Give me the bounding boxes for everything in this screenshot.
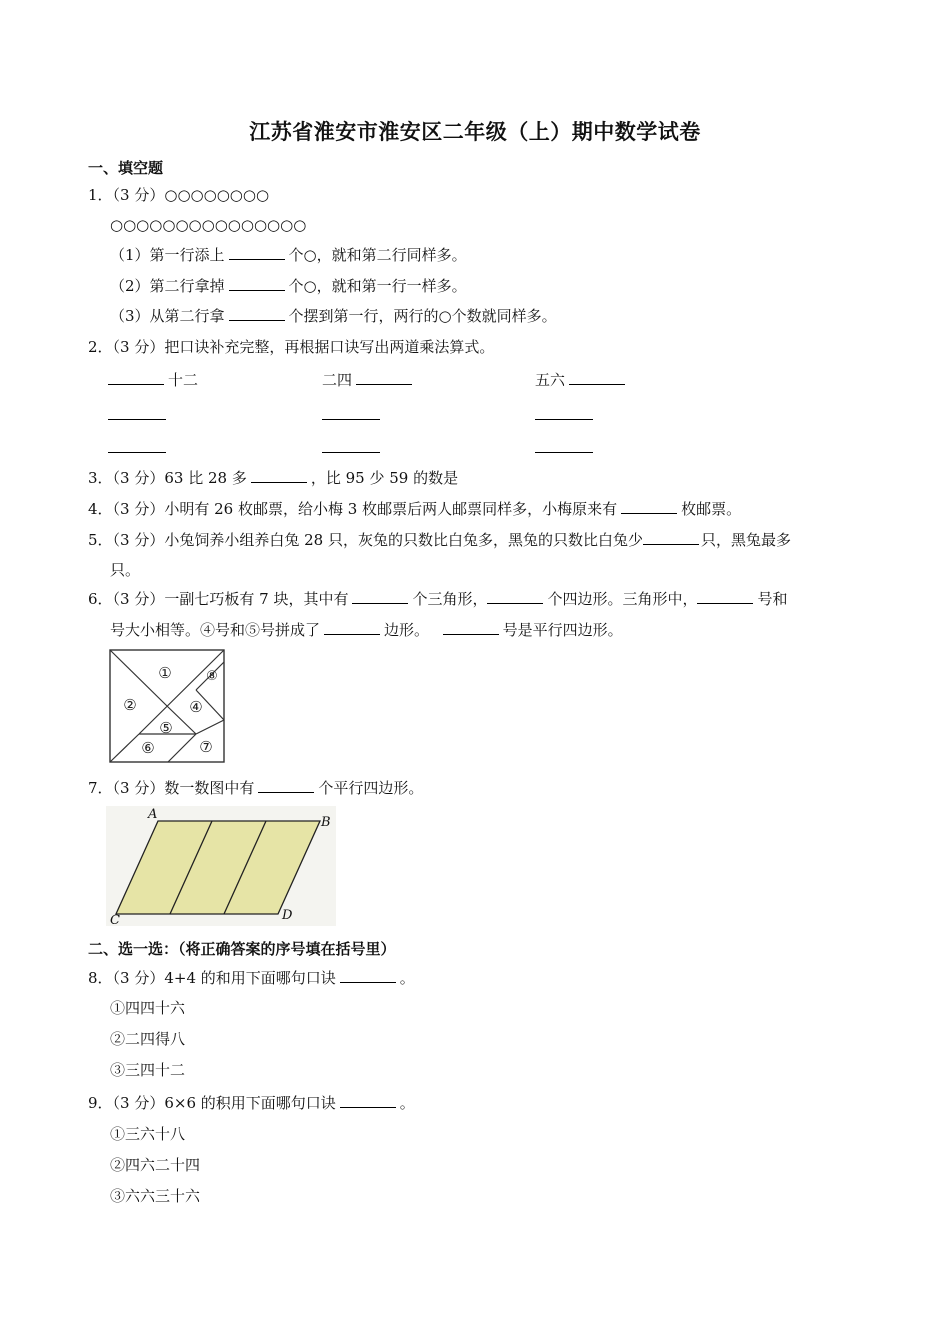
q2-number: 2．: [88, 338, 113, 356]
q7-number: 7．: [88, 779, 113, 797]
q4-text-a: （3 分）小明有 26 枚邮票，给小梅 3 枚邮票后两人邮票同样多，小梅原来有: [112, 500, 618, 518]
question-6: [88, 589, 788, 609]
q9-blank[interactable]: [340, 1093, 396, 1108]
tangram-label-8: ⑧: [206, 669, 218, 684]
q2-eq-blank[interactable]: [322, 438, 380, 453]
q3-text-a: （3 分）63 比 28 多: [112, 469, 247, 487]
q6-text-g: 号是平行四边形。: [502, 621, 623, 639]
vertex-label-b: B: [321, 815, 331, 830]
q3-text-b: ，比 95 少 59 的数是: [310, 469, 459, 487]
q1-part1-text-b: 个○，就和第二行同样多。: [288, 246, 467, 264]
q9-option-3[interactable]: ③六六三十六: [110, 1187, 201, 1205]
q4-number: 4．: [88, 500, 113, 518]
q2-eq-row-2b: [322, 438, 380, 458]
q6-text-c: 个四边形。三角形中，: [547, 590, 698, 608]
question-1: [88, 185, 269, 205]
q2-eq-blank[interactable]: [535, 405, 593, 420]
q6-text-f: 边形。: [384, 621, 430, 639]
q6-blank-equal[interactable]: [697, 589, 753, 604]
question-4: [88, 499, 741, 519]
section-1-heading: 一、填空题: [88, 159, 164, 177]
q2-eq-blank[interactable]: [108, 405, 166, 420]
q5-text-b: 只，黑兔最多: [701, 531, 792, 549]
q1-part2-text-b: 个○，就和第一行一样多。: [288, 277, 467, 295]
q2-text: （3 分）把口诀补充完整，再根据口诀写出两道乘法算式。: [112, 338, 495, 356]
tangram-label-5: ⑤: [159, 719, 173, 737]
q8-option-1[interactable]: ①四四十六: [110, 999, 186, 1017]
question-3: [88, 468, 458, 488]
q1-part2: [110, 276, 467, 296]
q8-text-b: 。: [399, 969, 415, 987]
q2-eq-row-2: [108, 438, 166, 458]
q3-number: 3．: [88, 469, 113, 487]
q1-part1-blank[interactable]: [229, 245, 285, 260]
tangram-label-6: ⑥: [141, 739, 155, 757]
q5-number: 5．: [88, 531, 113, 549]
q9-text-a: （3 分）6×6 的积用下面哪句口诀: [112, 1094, 336, 1112]
q1-number: 1．: [88, 186, 113, 204]
q2-chant-1-blank[interactable]: [108, 370, 164, 385]
q5-blank[interactable]: [643, 530, 699, 545]
q6-text-d: 号和: [757, 590, 788, 608]
q8-option-3[interactable]: ③三四十二: [110, 1061, 186, 1079]
q8-option-2[interactable]: ②二四得八: [110, 1030, 186, 1048]
q7-blank[interactable]: [258, 778, 314, 793]
q9-number: 9．: [88, 1094, 113, 1112]
section-2-heading: 二、选一选：（将正确答案的序号填在括号里）: [88, 940, 396, 958]
q1-part3-blank[interactable]: [229, 306, 285, 321]
q2-eq-row-2c: [535, 438, 593, 458]
q6-blank-quads[interactable]: [487, 589, 543, 604]
q2-chant-1-text: 十二: [168, 371, 199, 389]
q2-chant-1: [108, 370, 198, 390]
q2-eq-blank[interactable]: [322, 405, 380, 420]
q2-chant-2-blank[interactable]: [356, 370, 412, 385]
q1-row2-circles: ○○○○○○○○○○○○○○○: [110, 216, 307, 234]
tangram-label-7: ⑦: [199, 738, 213, 756]
q2-chant-2-text: 二四: [322, 371, 353, 389]
q2-eq-row-1c: [535, 405, 593, 425]
q1-part3: [110, 306, 557, 326]
q6-text-b: 个三角形，: [412, 590, 488, 608]
q2-eq-blank[interactable]: [535, 438, 593, 453]
vertex-label-c: C: [110, 913, 120, 926]
q5-text-a: （3 分）小兔饲养小组养白兔 28 只，灰兔的只数比白兔多，黑兔的只数比白兔少: [112, 531, 643, 549]
q2-eq-blank[interactable]: [108, 438, 166, 453]
q8-blank[interactable]: [340, 968, 396, 983]
question-8: [88, 968, 415, 988]
q2-eq-row-1b: [322, 405, 380, 425]
q1-row1-circles: ○○○○○○○○: [164, 186, 270, 204]
q2-chant-2: [322, 370, 416, 390]
q1-part3-text-a: （3）从第二行拿: [110, 307, 225, 325]
q5-text-c: 只。: [110, 561, 141, 579]
q4-blank[interactable]: [621, 499, 677, 514]
tangram-label-1: ①: [158, 664, 172, 682]
q1-part1-text-a: （1）第一行添上: [110, 246, 225, 264]
question-9: [88, 1093, 415, 1113]
q2-chant-3: [535, 370, 629, 390]
tangram-label-4: ④: [189, 698, 203, 716]
q1-part2-text-a: （2）第二行拿掉: [110, 277, 225, 295]
q7-text-a: （3 分）数一数图中有: [112, 779, 255, 797]
q6-text-e: 号大小相等。④号和⑤号拼成了: [110, 621, 321, 639]
q6-blank-parallelogram[interactable]: [443, 620, 499, 635]
q4-text-b: 枚邮票。: [681, 500, 742, 518]
q6-blank-polygon[interactable]: [324, 620, 380, 635]
vertex-label-a: A: [148, 807, 158, 822]
q2-eq-row-1: [108, 405, 166, 425]
question-7: [88, 778, 423, 798]
q1-part2-blank[interactable]: [229, 276, 285, 291]
q9-option-1[interactable]: ①三六十八: [110, 1125, 186, 1143]
q9-text-b: 。: [399, 1094, 415, 1112]
q1-part1: [110, 245, 467, 265]
q1-score: （3 分）: [112, 186, 165, 204]
q6-line-2: [110, 620, 623, 640]
tangram-figure: [108, 648, 226, 764]
q6-number: 6．: [88, 590, 113, 608]
question-5: [88, 530, 791, 550]
q8-number: 8．: [88, 969, 113, 987]
vertex-label-d: D: [282, 908, 293, 923]
q6-blank-triangles[interactable]: [352, 589, 408, 604]
q1-part3-text-b: 个摆到第一行，两行的○个数就同样多。: [288, 307, 557, 325]
q3-blank[interactable]: [251, 468, 307, 483]
question-2: [88, 337, 494, 357]
q2-chant-3-text: 五六: [535, 371, 566, 389]
q2-chant-3-blank[interactable]: [569, 370, 625, 385]
q9-option-2[interactable]: ②四六二十四: [110, 1156, 201, 1174]
page-title: 江苏省淮安市淮安区二年级（上）期中数学试卷: [249, 119, 701, 144]
parallelogram-figure: [106, 806, 336, 926]
q6-text-a: （3 分）一副七巧板有 7 块，其中有: [112, 590, 349, 608]
q8-text-a: （3 分）4+4 的和用下面哪句口诀: [112, 969, 336, 987]
tangram-label-2: ②: [123, 696, 137, 714]
q7-text-b: 个平行四边形。: [318, 779, 424, 797]
